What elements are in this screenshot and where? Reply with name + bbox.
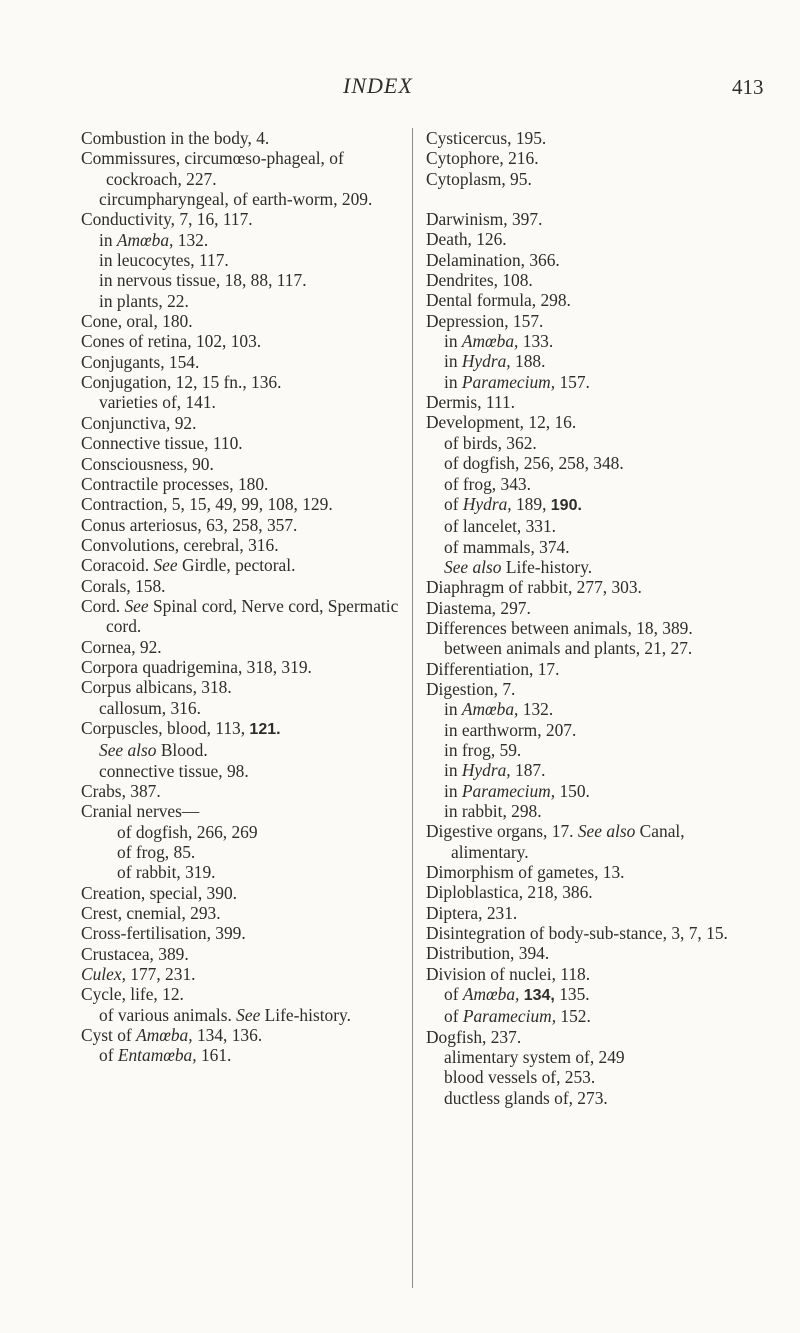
index-entry bbox=[81, 637, 403, 657]
index-entry-text: in bbox=[444, 331, 462, 352]
index-entry bbox=[81, 494, 403, 514]
index-entry bbox=[426, 1006, 744, 1026]
index-entry-text: Cornea, 92. bbox=[81, 636, 162, 657]
index-entry-text: blood vessels of, 253. bbox=[444, 1067, 596, 1088]
index-entry-text: of dogfish, 256, 258, 348. bbox=[444, 453, 624, 474]
index-entry-text: Hydra, bbox=[461, 760, 511, 781]
index-entry-text: Diptera, 231. bbox=[426, 902, 518, 923]
index-entry-text: of rabbit, 319. bbox=[117, 862, 216, 883]
index-entry bbox=[426, 740, 744, 760]
index-entry bbox=[426, 229, 744, 249]
index-entry-text: Dogfish, 237. bbox=[426, 1026, 522, 1047]
index-entry bbox=[81, 291, 403, 311]
index-entry bbox=[81, 250, 403, 270]
index-entry-text: in nervous tissue, 18, 88, 117. bbox=[99, 270, 307, 291]
index-entry-text: in bbox=[444, 760, 462, 781]
index-entry-text: 134, bbox=[523, 987, 555, 1005]
index-entry bbox=[426, 801, 744, 821]
index-entry bbox=[426, 699, 744, 719]
index-entry-text: Dental formula, 298. bbox=[426, 290, 571, 311]
index-entry bbox=[81, 801, 403, 821]
index-entry-text: Canal, alimentary. bbox=[451, 821, 685, 862]
index-entry-text: Coracoid. bbox=[81, 555, 154, 576]
index-entry-text: of frog, 343. bbox=[444, 473, 531, 494]
index-entry-text: Commissures, circumœso-phageal, of cockroach, 227. bbox=[81, 148, 344, 189]
index-entry bbox=[81, 698, 403, 718]
index-entry bbox=[426, 474, 744, 494]
index-entry-text: 187. bbox=[510, 760, 546, 781]
index-entry-text: Amœba, bbox=[462, 984, 520, 1005]
index-entry-text: Differentiation, 17. bbox=[426, 658, 560, 679]
index-entry-text: Life-history. bbox=[501, 556, 593, 577]
index-entry-text: Corpora quadrigemina, 318, 319. bbox=[81, 656, 312, 677]
index-entry bbox=[426, 537, 744, 557]
index-entry-text: Conjugants, 154. bbox=[81, 351, 200, 372]
index-entry-text: Cones of retina, 102, 103. bbox=[81, 331, 262, 352]
index-column-right bbox=[426, 128, 744, 1108]
index-entry bbox=[81, 474, 403, 494]
index-entry bbox=[426, 270, 744, 290]
index-entry-text: Dendrites, 108. bbox=[426, 270, 533, 291]
index-entry-text: Girdle, pectoral. bbox=[177, 555, 296, 576]
index-entry-text: Division of nuclei, 118. bbox=[426, 963, 591, 984]
index-entry-text: Amœba, bbox=[461, 331, 519, 352]
index-entry bbox=[426, 453, 744, 473]
index-entry-text: Hydra, bbox=[461, 351, 511, 372]
index-entry bbox=[426, 618, 744, 638]
index-entry bbox=[81, 128, 403, 148]
index-entry-text: in rabbit, 298. bbox=[444, 801, 542, 821]
index-entry-text: Consciousness, 90. bbox=[81, 453, 214, 474]
index-entry-text: Corpus albicans, 318. bbox=[81, 677, 232, 698]
index-entry-text: 188. bbox=[510, 351, 546, 372]
index-entry-text: 121. bbox=[249, 720, 281, 738]
index-entry-text: 150. bbox=[555, 780, 590, 801]
index-entry-text: 177, 231. bbox=[125, 964, 196, 985]
index-entry bbox=[426, 862, 744, 882]
index-entry-text: Contractile processes, 180. bbox=[81, 473, 269, 494]
index-entry-text: Conjunctiva, 92. bbox=[81, 412, 197, 433]
index-entry-text: See bbox=[124, 595, 149, 616]
index-entry-text: in bbox=[444, 699, 462, 720]
index-entry bbox=[81, 984, 403, 1004]
index-entry-text: Crabs, 387. bbox=[81, 781, 161, 801]
index-entry-text: Cytophore, 216. bbox=[426, 148, 539, 169]
index-entry-text: Cycle, life, 12. bbox=[81, 984, 184, 1005]
index-entry-text: circumpharyngeal, of earth-worm, 209. bbox=[99, 189, 373, 210]
index-entry bbox=[81, 555, 403, 575]
index-entry bbox=[81, 535, 403, 555]
index-entry bbox=[426, 760, 744, 780]
index-entry bbox=[426, 128, 744, 148]
index-entry-text: Paramecium, bbox=[461, 371, 556, 392]
index-entry bbox=[426, 516, 744, 536]
index-entry-text: Diastema, 297. bbox=[426, 597, 531, 618]
index-entry-text: Corals, 158. bbox=[81, 575, 166, 596]
column-divider bbox=[412, 128, 413, 1288]
index-entry-text: of bbox=[444, 984, 463, 1005]
index-entry-text: Creation, special, 390. bbox=[81, 882, 237, 903]
index-entry-text: Amœba, bbox=[136, 1025, 193, 1046]
index-entry-text: Crest, cnemial, 293. bbox=[81, 903, 221, 924]
index-entry-text: Paramecium, bbox=[461, 780, 556, 801]
index-entry bbox=[426, 821, 744, 862]
index-entry bbox=[426, 598, 744, 618]
index-entry bbox=[426, 494, 744, 516]
index-entry-text: between animals and plants, 21, 27. bbox=[444, 638, 693, 659]
index-entry-text: Conductivity, 7, 16, 117. bbox=[81, 209, 253, 230]
index-entry bbox=[426, 659, 744, 679]
index-entry-text: in leucocytes, 117. bbox=[99, 250, 229, 271]
index-entry-text: of birds, 362. bbox=[444, 432, 537, 453]
index-entry bbox=[426, 351, 744, 371]
index-entry-text: varieties of, 141. bbox=[99, 392, 216, 413]
index-entry-text: Amœba, bbox=[116, 229, 174, 250]
index-entry bbox=[81, 1025, 403, 1045]
index-entry-text: 157. bbox=[555, 371, 590, 392]
index-entry bbox=[81, 392, 403, 412]
index-entry bbox=[81, 657, 403, 677]
index-entry bbox=[81, 1045, 403, 1065]
index-entry bbox=[426, 638, 744, 658]
index-column-left bbox=[81, 128, 403, 1066]
index-entry-text: See also bbox=[444, 556, 502, 577]
index-entry-text: of bbox=[444, 1006, 463, 1027]
index-entry bbox=[81, 433, 403, 453]
index-entry-text: Diaphragm of rabbit, 277, 303. bbox=[426, 577, 642, 598]
index-entry-text: in bbox=[99, 229, 117, 250]
index-entry-text: See bbox=[236, 1004, 261, 1025]
index-entry-text: in bbox=[444, 371, 462, 392]
index-entry bbox=[426, 882, 744, 902]
index-entry-text: 152. bbox=[556, 1006, 591, 1027]
index-entry-text: in bbox=[444, 351, 462, 372]
index-entry-text: Death, 126. bbox=[426, 229, 507, 250]
index-entry-text: Digestive organs, 17. bbox=[426, 821, 578, 842]
index-entry bbox=[426, 781, 744, 801]
index-entry-text: in frog, 59. bbox=[444, 739, 522, 760]
index-entry bbox=[426, 1088, 744, 1108]
index-entry bbox=[81, 964, 403, 984]
index-entry bbox=[81, 413, 403, 433]
index-entry-text: in bbox=[444, 780, 462, 801]
index-entry-text: Depression, 157. bbox=[426, 310, 544, 331]
index-entry-text: 133. bbox=[518, 331, 554, 352]
index-entry-text: Diploblastica, 218, 386. bbox=[426, 882, 593, 903]
running-title: INDEX bbox=[343, 73, 413, 98]
index-entry bbox=[426, 290, 744, 310]
index-entry bbox=[426, 209, 744, 229]
index-entry-text: See bbox=[153, 555, 178, 576]
index-entry bbox=[426, 169, 744, 189]
index-entry-text: Cross-fertilisation, 399. bbox=[81, 923, 246, 944]
index-entry-text: in plants, 22. bbox=[99, 290, 189, 311]
index-entry-text: of dogfish, 266, 269 bbox=[117, 821, 258, 842]
index-entry bbox=[81, 903, 403, 923]
index-entry-text: See also bbox=[577, 821, 636, 842]
index-entry bbox=[81, 454, 403, 474]
index-entry bbox=[81, 842, 403, 862]
index-entry-text: callosum, 316. bbox=[99, 697, 201, 718]
index-entry-text: Cone, oral, 180. bbox=[81, 311, 193, 332]
index-entry-text: Disintegration of body-sub-stance, 3, 7, 15. bbox=[426, 923, 728, 944]
index-entry-text: Cord. bbox=[81, 595, 125, 616]
index-entry bbox=[81, 576, 403, 596]
index-entry bbox=[426, 679, 744, 699]
index-entry bbox=[426, 903, 744, 923]
index-entry bbox=[81, 209, 403, 229]
index-entry-text: Connective tissue, 110. bbox=[81, 433, 243, 454]
index-entry-text: of mammals, 374. bbox=[444, 536, 570, 557]
index-entry bbox=[426, 964, 744, 984]
index-entry-text: Darwinism, 397. bbox=[426, 209, 543, 230]
index-entry bbox=[81, 331, 403, 351]
index-entry-text: Distribution, 394. bbox=[426, 943, 550, 964]
index-entry-text: Contraction, 5, 15, 49, 99, 108, 129. bbox=[81, 494, 333, 515]
index-entry-text: Conus arteriosus, 63, 258, 357. bbox=[81, 514, 298, 535]
index-entry bbox=[81, 761, 403, 781]
index-entry-text: Cranial nerves— bbox=[81, 801, 200, 822]
index-entry-text: 189, bbox=[511, 493, 551, 514]
index-entry-text: in earthworm, 207. bbox=[444, 719, 577, 740]
index-entry bbox=[81, 1005, 403, 1025]
index-entry bbox=[81, 923, 403, 943]
index-entry bbox=[426, 433, 744, 453]
index-entry-text: Dermis, 111. bbox=[426, 392, 516, 413]
index-entry-text: Combustion in the body, 4. bbox=[81, 128, 270, 148]
index-entry bbox=[426, 720, 744, 740]
index-entry bbox=[426, 148, 744, 168]
index-entry-text: of frog, 85. bbox=[117, 842, 196, 863]
index-entry bbox=[426, 412, 744, 432]
index-entry-text: Life-history. bbox=[260, 1004, 351, 1025]
index-entry bbox=[426, 923, 744, 943]
index-entry-text: Culex, bbox=[81, 964, 126, 985]
index-entry bbox=[81, 781, 403, 801]
index-entry bbox=[81, 311, 403, 331]
index-entry bbox=[81, 944, 403, 964]
index-entry-text: 134, 136. bbox=[192, 1025, 263, 1046]
index-entry bbox=[81, 352, 403, 372]
page-number: 413 bbox=[732, 75, 764, 99]
index-entry-text: See also bbox=[99, 740, 157, 761]
index-entry-text: of bbox=[99, 1045, 118, 1066]
index-entry-text: ductless glands of, 273. bbox=[444, 1087, 608, 1108]
index-entry-text: Conjugation, 12, 15 fn., 136. bbox=[81, 372, 282, 393]
index-entry-text: Entamœba, bbox=[117, 1045, 197, 1066]
index-entry-text: alimentary system of, 249 bbox=[444, 1047, 625, 1068]
index-entry bbox=[81, 372, 403, 392]
index-entry-text: Convolutions, cerebral, 316. bbox=[81, 534, 279, 555]
index-entry-text: of lancelet, 331. bbox=[444, 516, 557, 537]
index-entry bbox=[426, 984, 744, 1006]
index-entry bbox=[81, 862, 403, 882]
index-entry-text: Differences between animals, 18, 389. bbox=[426, 617, 693, 638]
index-entry bbox=[426, 331, 744, 351]
index-entry-text: 190. bbox=[550, 496, 582, 514]
index-entry bbox=[426, 557, 744, 577]
index-entry bbox=[81, 596, 403, 637]
index-entry-text: 132. bbox=[518, 699, 554, 720]
index-entry bbox=[426, 943, 744, 963]
index-entry-text: Dimorphism of gametes, 13. bbox=[426, 862, 625, 883]
index-entry bbox=[81, 883, 403, 903]
index-entry-text: Hydra, bbox=[462, 493, 512, 514]
index-entry bbox=[81, 740, 403, 760]
page-header bbox=[0, 73, 800, 103]
index-entry-text: connective tissue, 98. bbox=[99, 760, 249, 781]
index-entry-text: Cyst of bbox=[81, 1025, 137, 1046]
index-entry bbox=[81, 822, 403, 842]
index-entry-text: of various animals. bbox=[99, 1004, 237, 1025]
index-entry-text: 161. bbox=[196, 1045, 232, 1066]
index-entry bbox=[426, 1067, 744, 1087]
index-entry-text: Blood. bbox=[156, 740, 208, 761]
index-entry bbox=[426, 250, 744, 270]
index-entry bbox=[81, 718, 403, 740]
index-entry bbox=[81, 148, 403, 189]
index-entry bbox=[81, 230, 403, 250]
index-entry-text: Crustacea, 389. bbox=[81, 943, 189, 964]
index-entry-text: Spinal cord, Nerve cord, Spermatic cord. bbox=[106, 595, 399, 637]
index-entry-text: Development, 12, 16. bbox=[426, 412, 577, 433]
index-entry-text: 132. bbox=[173, 229, 209, 250]
index-entry bbox=[81, 189, 403, 209]
index-entry-text: Digestion, 7. bbox=[426, 678, 516, 699]
index-entry bbox=[81, 515, 403, 535]
index-entry bbox=[426, 577, 744, 597]
index-entry bbox=[426, 311, 744, 331]
index-entry bbox=[426, 372, 744, 392]
index-entry-text: Cytoplasm, 95. bbox=[426, 168, 532, 189]
index-entry bbox=[426, 1027, 744, 1047]
index-entry bbox=[81, 270, 403, 290]
index-entry bbox=[426, 1047, 744, 1067]
index-entry-text: Paramecium, bbox=[462, 1006, 557, 1027]
index-entry-text: Amœba, bbox=[461, 699, 519, 720]
index-entry bbox=[426, 392, 744, 412]
index-entry-text: Corpuscles, blood, 113, bbox=[81, 717, 250, 738]
index-entry bbox=[81, 677, 403, 697]
index-entry-text: Cysticercus, 195. bbox=[426, 128, 547, 148]
index-entry-text: of bbox=[444, 493, 463, 514]
index-entry-text: 135. bbox=[554, 984, 590, 1005]
index-entry-text: Delamination, 366. bbox=[426, 249, 560, 270]
